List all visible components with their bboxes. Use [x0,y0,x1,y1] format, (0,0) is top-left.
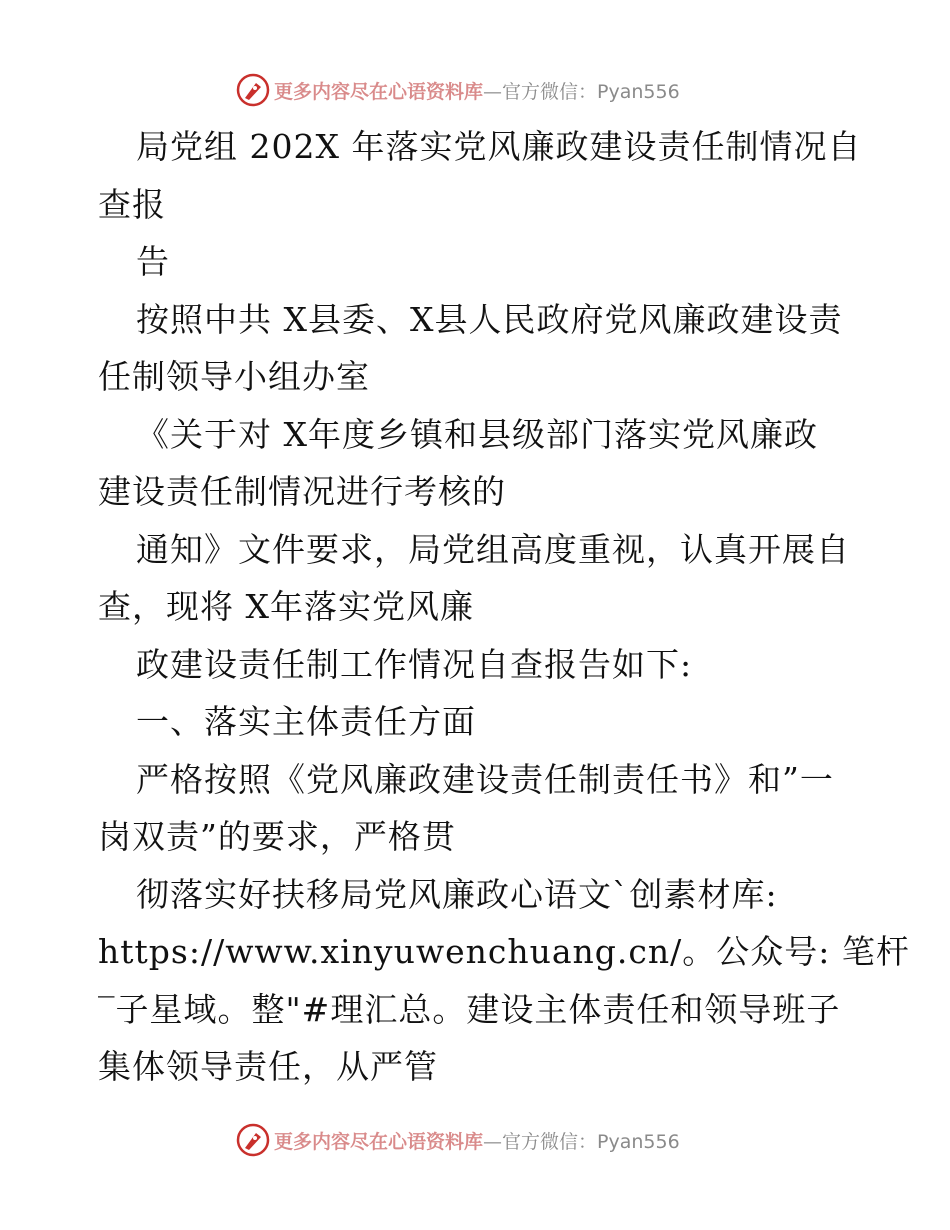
paragraph-line: 建设责任制情况进行考核的 [98,472,506,511]
paragraph-line: https://www.xinyuwenchuang.cn/。公众号: 笔杆 [98,932,910,971]
title-line-2: 查报 [98,184,166,224]
watermark-text [274,1127,680,1154]
paragraph-line: 查，现将 X年落实党风廉 [98,587,474,626]
paragraph-line: 集体领导责任，从严管 [98,1047,438,1086]
title-line-3: 告 [136,242,170,281]
header-watermark [236,73,716,107]
footer-watermark [236,1123,716,1157]
paragraph-line: 岗双责”的要求，严格贯 [98,817,456,856]
watermark-brand: 更多内容尽在心语资料库 [274,80,484,103]
document-body [98,118,910,1096]
paragraph-line: 任制领导小组办室 [98,357,370,396]
pen-nib-logo-icon [236,1123,270,1157]
title-line-1: 局党组 202X 年落实党风廉政建设责任制情况自 [136,127,862,166]
paragraph-line: 《关于对 X年度乡镇和县级部门落实党风廉政 [136,414,818,454]
watermark-wechat: 官方微信：Pyan556 [502,1130,680,1153]
paragraph-line: 通知》文件要求，局党组高度重视，认真开展自 [136,529,850,569]
watermark-wechat: 官方微信：Pyan556 [502,80,680,103]
paragraph-line: 严格按照《党风廉政建设责任制责任书》和”一 [136,759,834,799]
section-heading: 一、落实主体责任方面 [136,702,476,741]
paragraph-line: ‾子星域。整"#理汇总。建设主体责任和领导班子 [98,989,841,1029]
paragraph-line: 按照中共 X县委、X县人民政府党风廉政建设责 [136,299,843,339]
paragraph-line: 政建设责任制工作情况自查报告如下: [136,644,693,684]
watermark-text [274,77,680,104]
watermark-brand: 更多内容尽在心语资料库 [274,1130,484,1153]
paragraph-line: 彻落实好扶移局党风廉政心语文`创素材库: [136,874,778,914]
pen-nib-logo-icon [236,73,270,107]
watermark-dash: — [483,80,503,103]
watermark-dash: — [483,1130,503,1153]
